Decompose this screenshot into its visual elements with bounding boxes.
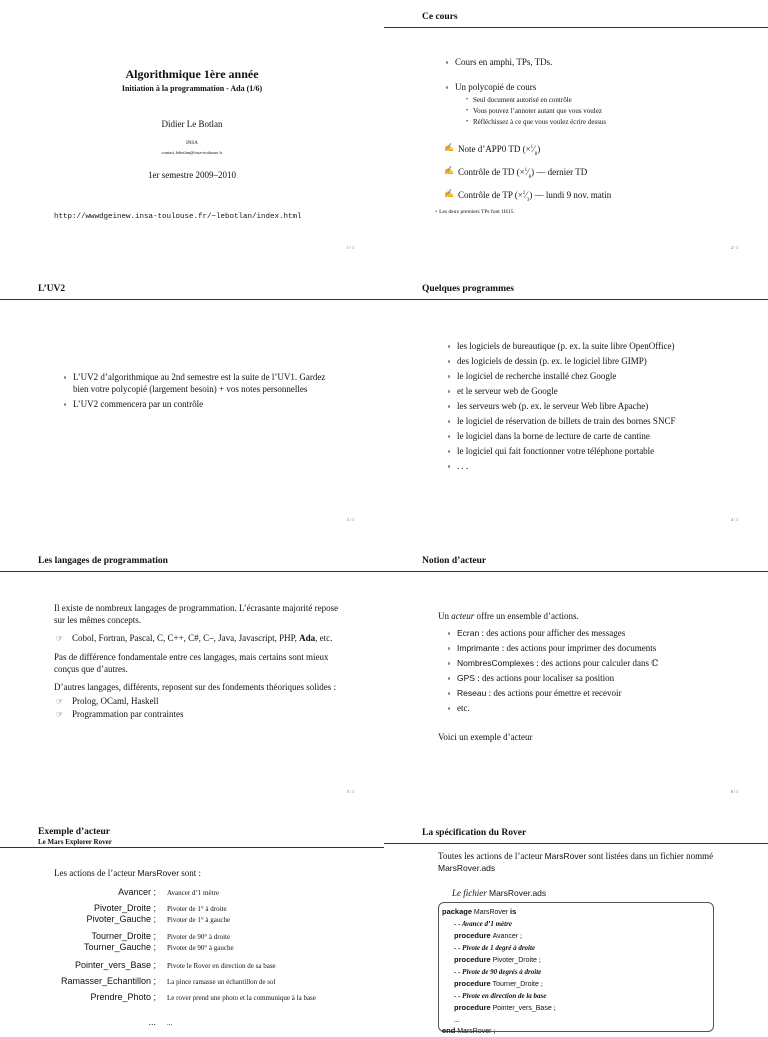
slide-heading: Notion d’acteur xyxy=(422,556,487,566)
action-desc: La pince ramasse un échantillon de sol xyxy=(167,978,276,986)
list-item: ∘ . . . xyxy=(446,459,746,474)
grade-item: ✍ Contrôle de TP $(\times^2⁄_3)$ — lundi 9 nov. matin xyxy=(444,186,611,209)
grading-list xyxy=(444,140,611,208)
action-desc: Pivoter de 1° à gauche xyxy=(167,916,231,924)
identifier: Pointer_vers_Base xyxy=(492,1005,552,1012)
grade-item: ✍ Note d’APP0 TD $(\times^1⁄_8)$ xyxy=(444,140,611,163)
keyword: is xyxy=(510,907,517,916)
actor-name: MarsRover xyxy=(544,851,587,861)
page-number: 6 / 1 xyxy=(730,789,738,794)
list-item: ∘ L’UV2 commencera par un contrôle xyxy=(62,397,332,412)
code-line xyxy=(442,990,710,1002)
code-line xyxy=(442,942,710,954)
page-number: 5 / 1 xyxy=(346,789,354,794)
list-item: ∘ L’UV2 d’algorithmique au 2nd semestre est la suite de l’UV1. Gardez bien votre polycopié (largement besoin) + vos notes personnelles xyxy=(62,372,332,395)
code-line xyxy=(442,906,710,918)
fraction-den: 8 xyxy=(528,174,532,180)
code-comment: - - Pivote de 90 degrés à droite xyxy=(454,968,542,976)
list-item xyxy=(446,641,746,656)
list-item: ∘ le logiciel de réservation de billets de train des bornes SNCF xyxy=(446,414,746,429)
slide-heading: Ce cours xyxy=(422,12,458,22)
keyword: end xyxy=(442,1026,456,1035)
footnote-marker: ∘ xyxy=(435,209,440,215)
actor-desc: : des actions pour localiser sa position xyxy=(474,673,615,683)
action-desc: Pivoter de 1° à droite xyxy=(167,905,227,913)
text: Les actions de l’acteur xyxy=(54,868,138,878)
slide-ce-cours xyxy=(384,0,768,256)
course-url[interactable]: http://wwwdgeinew.insa-toulouse.fr/~lebotlan/index.html xyxy=(54,213,302,221)
intro-text xyxy=(438,610,579,622)
slide-title xyxy=(0,0,384,256)
heading-rule xyxy=(384,299,768,300)
list-item-tail: , etc. xyxy=(315,633,333,643)
actor-name: Reseau xyxy=(457,688,487,698)
grade-label: Contrôle de TP xyxy=(458,189,513,200)
actors-list xyxy=(446,626,746,716)
slide-subheading: Le Mars Explorer Rover xyxy=(38,838,112,846)
list-item-label: Un polycopié de cours xyxy=(455,82,537,92)
ellipsis: ... xyxy=(454,1015,460,1024)
heading-rule xyxy=(0,847,384,848)
list-item: ☞ Prolog, OCaml, Haskell xyxy=(54,695,339,708)
author-email: contact.lebotlan@insa-toulouse.fr xyxy=(161,150,223,155)
code-line xyxy=(442,930,710,942)
slide-programmes xyxy=(384,272,768,528)
ada-highlight: Ada xyxy=(299,633,316,643)
file-name: MarsRover.ads xyxy=(489,888,547,898)
keyword: procedure xyxy=(454,955,491,964)
slide-specification xyxy=(384,816,768,1035)
heading-rule xyxy=(384,27,768,28)
list-item xyxy=(446,671,746,686)
page-number: 2 / 1 xyxy=(730,245,738,250)
slide-heading: Les langages de programmation xyxy=(38,556,168,566)
actor-desc: : des actions pour émettre et recevoir xyxy=(486,688,622,698)
code-line xyxy=(442,1025,710,1037)
emphasis: acteur xyxy=(451,611,475,621)
identifier: Avancer xyxy=(492,933,519,940)
intro-text xyxy=(54,867,201,879)
fraction-num: 2 xyxy=(522,190,526,196)
code-line xyxy=(442,1002,710,1014)
institution: INSA xyxy=(186,141,198,146)
list-item xyxy=(444,80,606,128)
fraction-den: 8 xyxy=(534,151,538,157)
sub-list xyxy=(455,95,606,128)
action-desc: ... xyxy=(167,1019,173,1027)
list-item: ∘ le logiciel qui fait fonctionner votre téléphone portable xyxy=(446,444,746,459)
actor-desc: etc. xyxy=(457,703,470,713)
text: offre un ensemble d’actions. xyxy=(474,611,579,621)
heading-rule xyxy=(384,571,768,572)
code-line xyxy=(442,966,710,978)
list-item: ∘ les logiciels de bureautique (p. ex. la suite libre OpenOffice) xyxy=(446,339,746,354)
identifier: MarsRover xyxy=(473,909,509,916)
text: Un xyxy=(438,611,452,621)
identifier: Pivoter_Droite xyxy=(492,957,537,964)
code-comment: - - Pivote en direction de la base xyxy=(454,992,547,1000)
theory-list xyxy=(54,695,339,721)
actor-name: Ecran xyxy=(457,628,480,638)
uv2-list xyxy=(62,372,332,412)
languages-list xyxy=(54,632,339,645)
action-name: Pivoter_Droite ; xyxy=(93,903,156,913)
action-desc: Avancer d’1 mètre xyxy=(167,889,219,897)
fraction-den: 3 xyxy=(526,197,530,203)
text: sont : xyxy=(179,868,202,878)
programs-list xyxy=(446,339,746,474)
list-item-text: Cobol, Fortran, Pascal, C, C++, C#, C–, Java, Javascript, PHP, xyxy=(72,633,297,643)
code-line xyxy=(442,1014,710,1025)
fraction-num: 1 xyxy=(524,167,528,173)
grade-label: Contrôle de TD xyxy=(458,166,515,177)
keyword: package xyxy=(442,907,473,916)
heading-rule xyxy=(384,843,768,844)
action-desc: Le rover prend une photo et la communique à la base xyxy=(167,994,316,1002)
code-line xyxy=(442,978,710,990)
action-name: Tourner_Droite ; xyxy=(91,931,156,941)
code-listing xyxy=(438,902,714,1035)
file-name: MarsRover.ads xyxy=(438,863,496,873)
grade-rest: — lundi 9 nov. matin xyxy=(532,189,612,200)
punct: ; xyxy=(493,1026,496,1035)
heading-rule xyxy=(0,299,384,300)
slide-acteur xyxy=(384,544,768,800)
paragraph: D’autres langages, différents, reposent sur des fondements théoriques solides : xyxy=(54,682,337,692)
list-item xyxy=(54,632,339,645)
code-comment: - - Pivote de 1 degré à droite xyxy=(454,944,536,952)
list-item: ∘ le logiciel dans la borne de lecture de carte de cantine xyxy=(446,429,746,444)
actor-desc: : des actions pour afficher des messages xyxy=(479,628,626,638)
caption-emphasis: Le fichier xyxy=(452,888,487,898)
slide-heading: L’UV2 xyxy=(38,284,66,294)
grade-label: Note d’APP0 TD xyxy=(458,144,521,154)
page-number: 4 / 1 xyxy=(730,517,738,522)
page-number: 3 / 1 xyxy=(346,517,354,522)
footnote-text: Les deux premiers TPs font 1H15. xyxy=(439,209,515,215)
list-item: ∘ le logiciel de recherche installé chez Google xyxy=(446,369,746,384)
course-subtitle: Initiation à la programmation - Ada (1/6) xyxy=(121,84,263,93)
sub-list-item: • Seul document autorisé en contrôle xyxy=(465,95,606,106)
action-desc: Pivoter de 90° à gauche xyxy=(167,944,234,952)
punct: ; xyxy=(520,931,523,940)
list-item xyxy=(446,656,746,671)
slide-body xyxy=(54,602,339,721)
code-line xyxy=(442,918,710,930)
outro-text: Voici un exemple d’acteur xyxy=(438,732,533,742)
action-desc: Pivote le Rover en direction de sa base xyxy=(167,962,276,970)
list-item xyxy=(446,701,746,716)
page-number: 1 / 1 xyxy=(346,245,354,250)
heading-rule xyxy=(0,571,384,572)
list-item: ☞ Programmation par contraintes xyxy=(54,708,339,721)
action-name: ... xyxy=(148,1017,156,1027)
sub-list-item: • Vous pouvez l’annoter autant que vous voulez xyxy=(465,106,606,117)
punct: ; xyxy=(540,979,543,988)
keyword: procedure xyxy=(454,931,491,940)
action-desc: Pivoter de 90° à droite xyxy=(167,933,231,941)
identifier: MarsRover xyxy=(457,1028,492,1035)
text: Toutes les actions de l’acteur xyxy=(438,851,545,861)
punct: ; xyxy=(553,1003,556,1012)
actor-name: Imprimante xyxy=(457,643,500,653)
slide-langages xyxy=(0,544,384,800)
code-caption xyxy=(452,887,546,899)
slide-uv2 xyxy=(0,272,384,528)
action-name: Prendre_Photo ; xyxy=(90,992,156,1002)
text: sont listées dans un fichier nommé xyxy=(586,851,714,861)
action-name: Avancer ; xyxy=(118,887,156,897)
intro-text xyxy=(438,850,728,874)
keyword: procedure xyxy=(454,1003,491,1012)
actor-name: GPS xyxy=(457,673,475,683)
code-line xyxy=(442,954,710,966)
slide-heading: Exemple d’acteur xyxy=(38,827,111,837)
list-item: ∘ et le serveur web de Google xyxy=(446,384,746,399)
actor-name: MarsRover xyxy=(137,868,180,878)
grade-rest: — dernier TD xyxy=(534,166,588,177)
slide-exemple-acteur xyxy=(0,816,384,1027)
slide-heading: La spécification du Rover xyxy=(422,828,527,838)
list-item: ∘ des logiciels de dessin (p. ex. le logiciel libre GIMP) xyxy=(446,354,746,369)
slide-heading: Quelques programmes xyxy=(422,284,514,294)
punct: ; xyxy=(538,955,541,964)
actor-name: NombresComplexes xyxy=(457,658,534,668)
action-name: Ramasser_Echantillon ; xyxy=(60,976,156,986)
semester: 1er semestre 2009–2010 xyxy=(148,170,236,180)
actor-desc: : des actions pour calculer dans ℂ xyxy=(534,658,659,668)
paragraph: Il existe de nombreux langages de programmation. L’écrasante majorité repose sur les mêmes concepts. xyxy=(54,603,339,625)
code-comment: - - Avance d’1 mètre xyxy=(454,920,512,928)
keyword: procedure xyxy=(454,979,491,988)
footnote xyxy=(435,209,515,215)
list-item: ∘ Cours en amphi, TPs, TDs. xyxy=(444,55,606,70)
list-item xyxy=(446,626,746,641)
author-name: Didier Le Botlan xyxy=(161,119,223,129)
sub-list-item: • Réfléchissez à ce que vous voulez écrire dessus xyxy=(465,117,606,128)
identifier: Tourner_Droite xyxy=(492,981,539,988)
list-item: ∘ les serveurs web (p. ex. le serveur Web libre Apache) xyxy=(446,399,746,414)
action-name: Pivoter_Gauche ; xyxy=(86,914,156,924)
course-title: Algorithmique 1ère année xyxy=(125,67,259,81)
action-name: Tourner_Gauche ; xyxy=(83,942,156,952)
list-item xyxy=(446,686,746,701)
course-list xyxy=(444,55,606,128)
fraction-num: 1 xyxy=(530,145,534,150)
actor-desc: : des actions pour imprimer des documents xyxy=(499,643,657,653)
paragraph: Pas de différence fondamentale entre ces langages, mais certains sont mieux conçus que d’autres. xyxy=(54,652,329,674)
action-name: Pointer_vers_Base ; xyxy=(74,960,156,970)
grade-item: ✍ Contrôle de TD $(\times^1⁄_8)$ — dernier TD xyxy=(444,163,611,186)
